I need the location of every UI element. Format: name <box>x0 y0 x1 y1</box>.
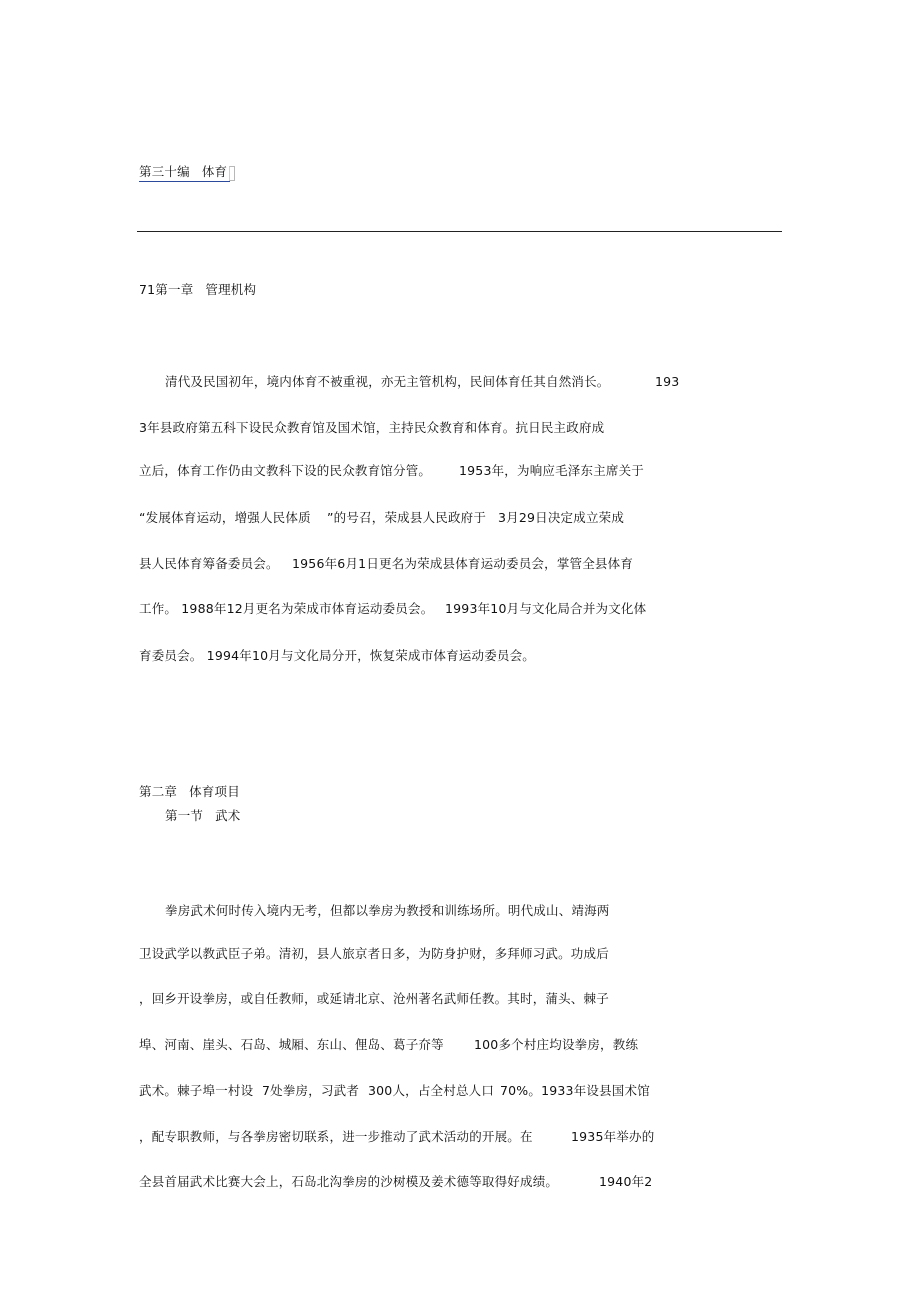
part-title-link[interactable] <box>139 164 230 182</box>
section1-number: 第一节 <box>165 808 204 823</box>
part-title-name: 体育 <box>201 164 228 179</box>
para2-line-6-tail: 1935年举办的 <box>571 1129 655 1144</box>
section1-heading <box>165 808 241 824</box>
para1-line-4: “发展体育运动，增强人民体质 <box>139 510 311 525</box>
para1-line-4-tail: 3月29日决定成立荣成 <box>498 510 625 525</box>
para1-line-4-mid: ”的号召，荣成县人民政府于 <box>327 510 487 525</box>
chapter2-title: 体育项目 <box>189 784 240 799</box>
para2-line-5-c: 300人，占全村总人口 <box>368 1083 495 1098</box>
para2-line-2: 卫设武学以教武臣子弟。清初，县人旅京者日多，为防身护财，多拜师习武。功成后 <box>139 946 609 961</box>
chapter1-title: 管理机构 <box>205 282 257 297</box>
para2-line-3: ，回乡开设拳房，或自任教师，或延请北京、沧州著名武师任教。其时，蒲头、棘子 <box>139 991 609 1006</box>
para1-line-6: 工作。 1988年12月更名为荣成市体育运动委员会。 <box>139 601 434 616</box>
para2-line-5-b: 7处拳房，习武者 <box>262 1083 360 1098</box>
section1-title: 武术 <box>215 808 241 823</box>
chapter1-number: 71第一章 <box>139 282 194 297</box>
para1-line-5-tail: 1956年6月1日更名为荣成县体育运动委员会，掌管全县体育 <box>292 556 634 571</box>
para1-line-1: 清代及民国初年，境内体育不被重视，亦无主管机构，民间体育任其自然消长。 <box>165 374 610 389</box>
part-title-number: 第三十编 <box>139 164 190 179</box>
para1-line-2: 3年县政府第五科下设民众教育馆及国术馆，主持民众教育和体育。抗日民主政府成 <box>139 420 605 435</box>
chapter1-heading <box>139 282 256 298</box>
para2-line-4: 埠、河南、崖头、石岛、城厢、东山、俚岛、葛子夼等 <box>139 1037 444 1052</box>
para1-line-3-tail: 1953年，为响应毛泽东主席关于 <box>459 463 645 478</box>
para1-line-5: 县人民体育筹备委员会。 <box>139 556 279 571</box>
para2-line-4-tail: 100多个村庄均设拳房，教练 <box>474 1037 639 1052</box>
para2-line-7: 全县首届武术比赛大会上，石岛北沟拳房的沙树模及姜术德等取得好成绩。 <box>139 1174 559 1189</box>
para1-line-6-tail: 1993年10月与文化局合并为文化体 <box>445 601 647 616</box>
chapter2-number: 第二章 <box>139 784 178 799</box>
para2-line-1: 拳房武术何时传入境内无考，但都以拳房为教授和训练场所。明代成山、靖海两 <box>165 903 610 918</box>
para2-line-5-d: 70%。1933年设县国术馆 <box>500 1083 650 1098</box>
para2-line-6: ，配专职教师，与各拳房密切联系，进一步推动了武术活动的开展。在 <box>139 1129 533 1144</box>
text-cursor-box <box>229 166 235 181</box>
para1-line-3: 立后，体育工作仍由文教科下设的民众教育馆分管。 <box>139 463 432 478</box>
para1-line-1-tail: 193 <box>655 374 680 389</box>
chapter2-heading <box>139 784 240 800</box>
para2-line-7-tail: 1940年2 <box>599 1174 653 1189</box>
para2-line-5: 武术。棘子埠一村设 <box>139 1083 254 1098</box>
horizontal-rule <box>137 231 782 232</box>
para1-line-7: 育委员会。 1994年10月与文化局分开，恢复荣成市体育运动委员会。 <box>139 648 535 663</box>
